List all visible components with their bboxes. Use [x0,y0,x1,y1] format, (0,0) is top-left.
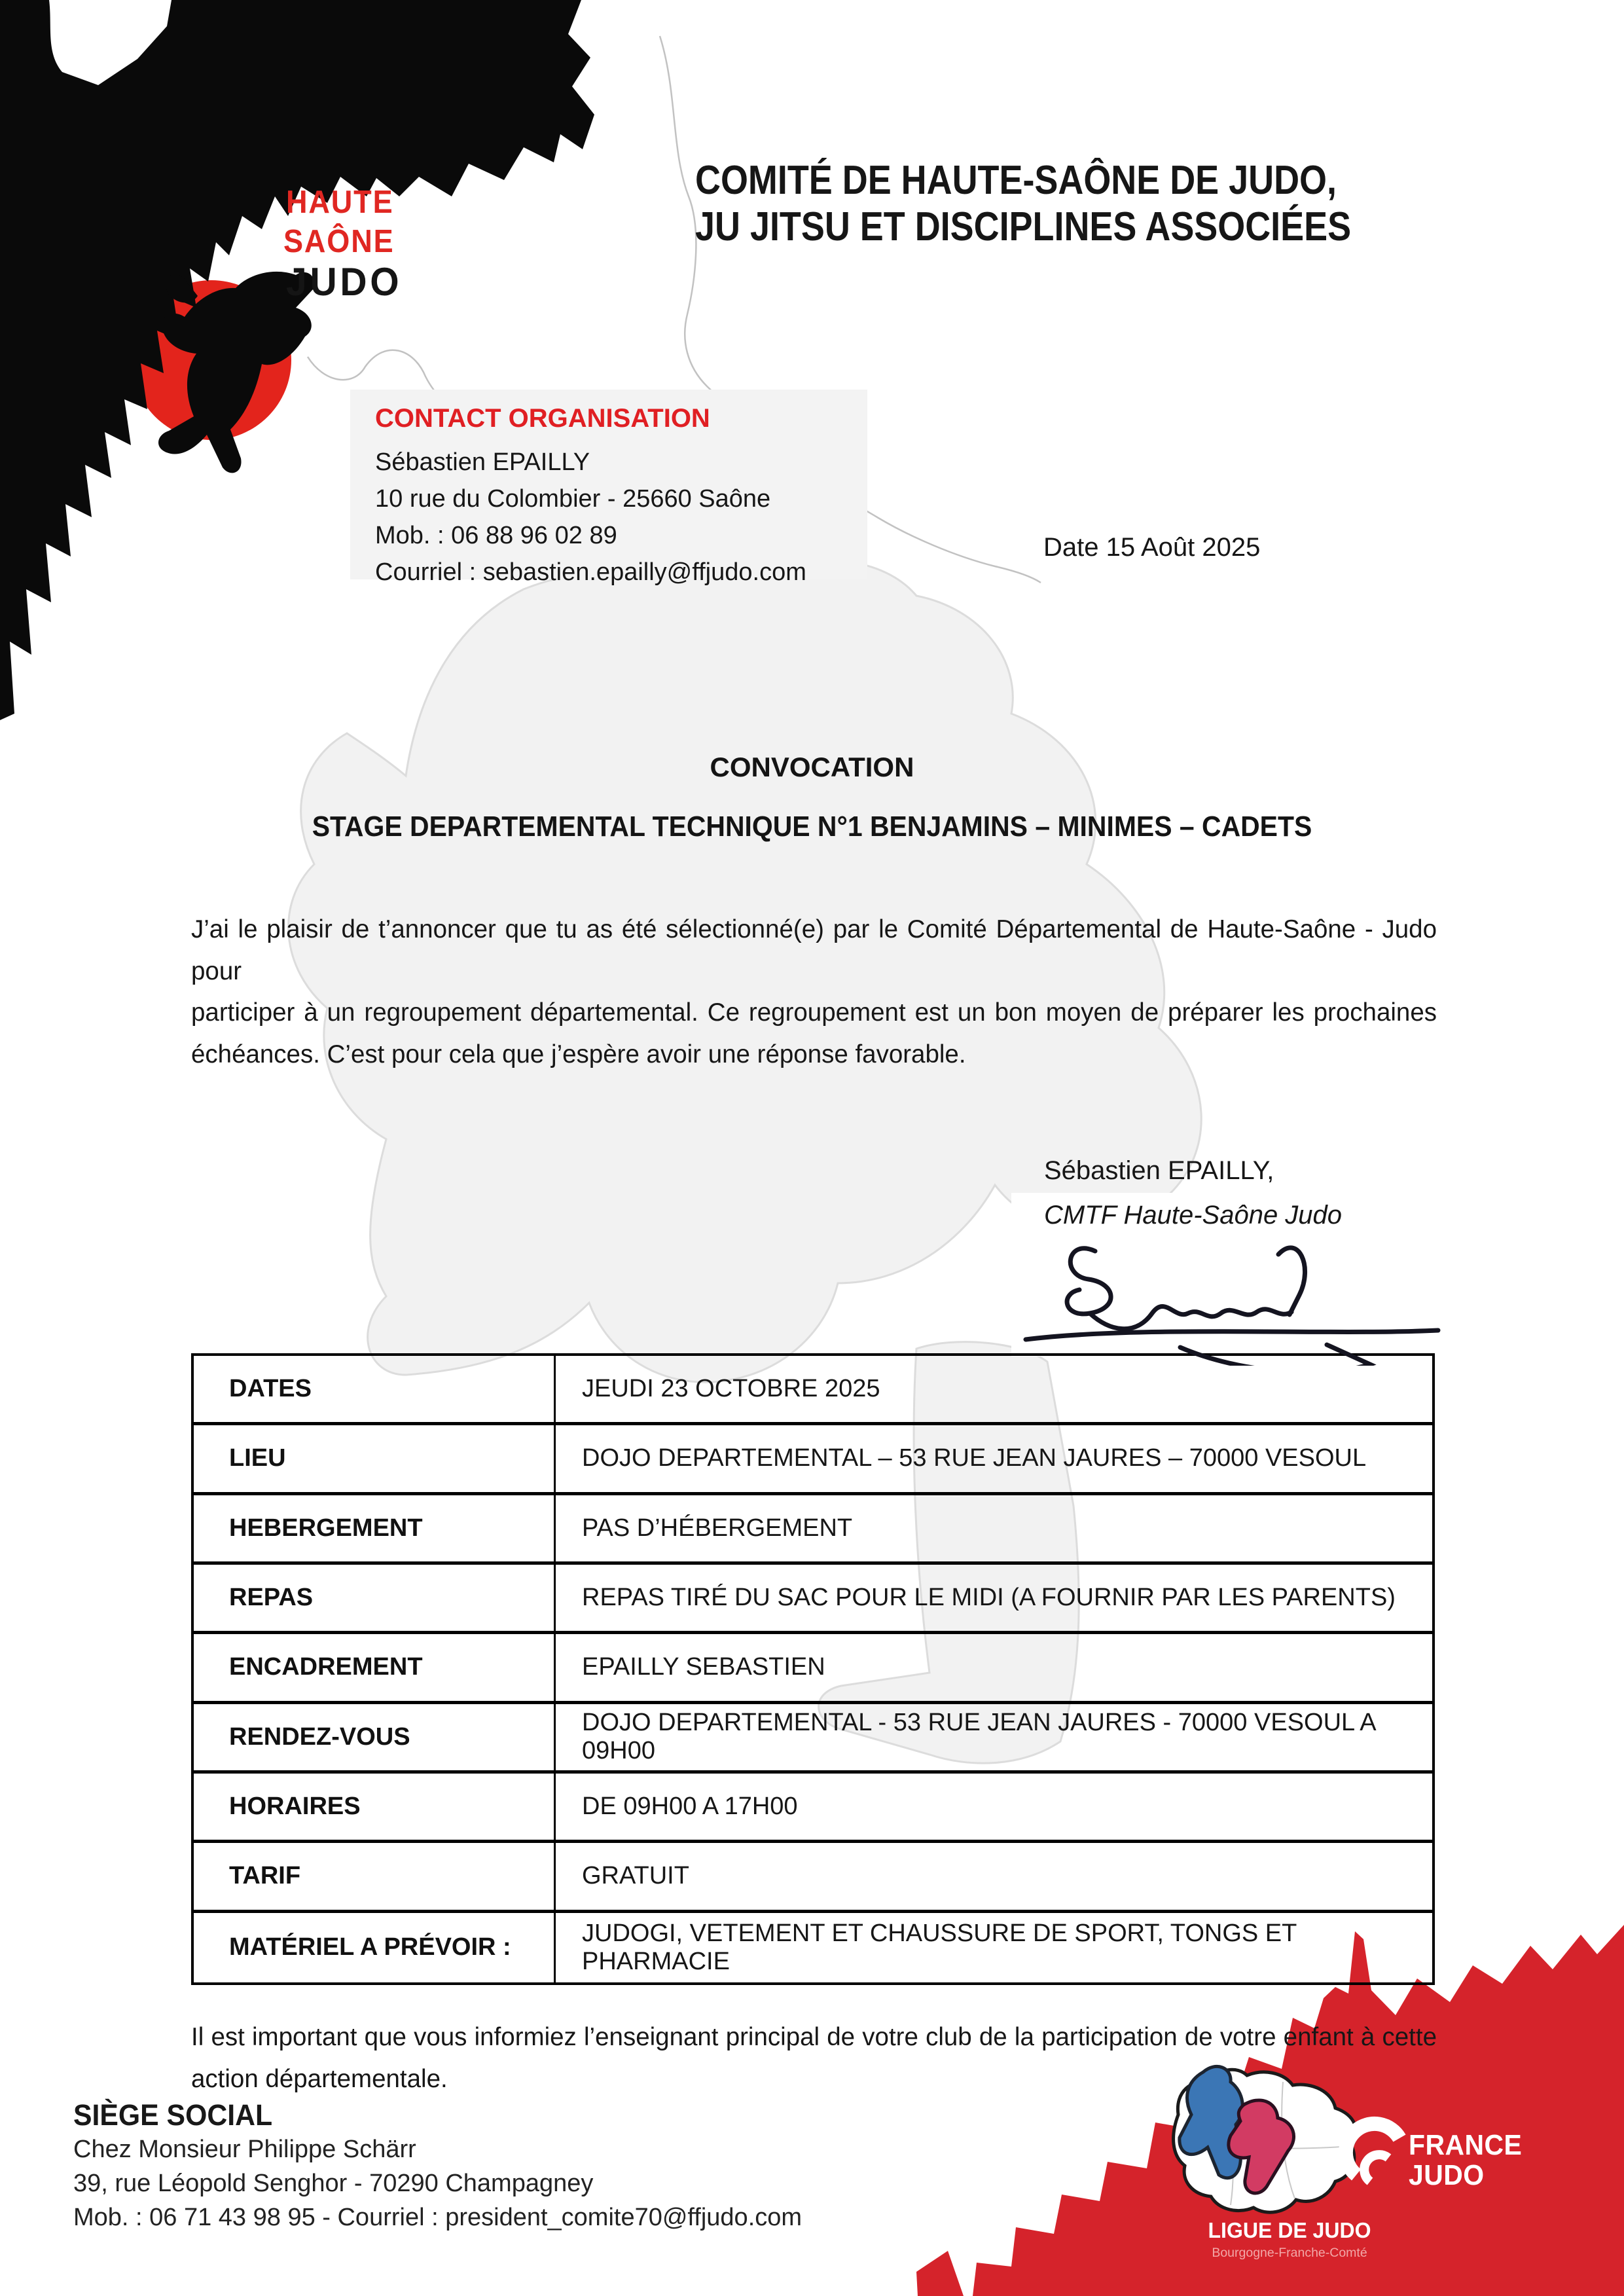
footer-line: 39, rue Léopold Senghor - 70290 Champagney [73,2170,594,2197]
handwritten-signature-icon [1011,1215,1470,1366]
body-paragraph [191,909,1437,1075]
logo-word-saone: SAÔNE [283,224,395,259]
row-label-cell: MATÉRIEL A PRÉVOIR : [194,1913,556,1982]
table-row [194,1774,1432,1843]
logo-word-haute: HAUTE [286,185,394,220]
row-label-cell: ENCADREMENT [194,1634,556,1700]
committee-title-line2: JU JITSU ET DISCIPLINES ASSOCIÉES [695,204,1352,249]
signature-name: Sébastien EPAILLY, [1044,1156,1274,1185]
contact-heading: CONTACT ORGANISATION [375,404,710,433]
row-label-cell: RENDEZ-VOUS [194,1704,556,1770]
committee-title [695,157,1351,250]
body-line: échéances. C’est pour cela que j’espère avoir une réponse favorable. [191,1040,966,1068]
table-row [194,1495,1432,1565]
note-line: action départementale. [191,2064,448,2093]
row-label-cell: HORAIRES [194,1774,556,1840]
row-label-cell: LIEU [194,1425,556,1491]
committee-title-line1: COMITÉ DE HAUTE-SAÔNE DE JUDO, [695,158,1337,203]
info-table [191,1353,1435,1985]
france-judo-wordmark-line1: FRANCE [1409,2129,1523,2161]
table-row [194,1356,1432,1425]
row-label-cell: HEBERGEMENT [194,1495,556,1561]
row-value-cell: EPAILLY SEBASTIEN [582,1653,825,1681]
stage-title: STAGE DEPARTEMENTAL TECHNIQUE N°1 BENJAMINS – MINIMES – CADETS [312,811,1312,843]
table-row [194,1634,1432,1704]
contact-panel [350,390,867,586]
france-judo-wordmark-line2: JUDO [1409,2159,1485,2191]
row-value-cell: REPAS TIRÉ DU SAC POUR LE MIDI (A FOURNIR PAR LES PARENTS) [582,1584,1396,1612]
row-value-cell: GRATUIT [582,1862,689,1890]
league-region: Bourgogne-Franche-Comté [1212,2246,1367,2260]
row-value-cell: DOJO DEPARTEMENTAL – 53 RUE JEAN JAURES – 70000 VESOUL [582,1444,1367,1472]
body-line: J’ai le plaisir de t’annoncer que tu as été sélectionné(e) par le Comité Départemental de Haute-Saône - Judo pour [191,915,1437,985]
note-line: Il est important que vous informiez l’enseignant principal de votre club de la participation de votre enfant à cette [191,2023,1437,2051]
row-label-cell: TARIF [194,1843,556,1909]
row-value-cell: JUDOGI, VETEMENT ET CHAUSSURE DE SPORT, TONGS ET PHARMACIE [582,1919,1297,1975]
row-value-cell: DOJO DEPARTEMENTAL - 53 RUE JEAN JAURES - 70000 VESOUL A 09H00 [582,1709,1375,1765]
logo-word-judo: JUDO [286,260,403,304]
footer-heading: SIÈGE SOCIAL [73,2098,273,2132]
row-value-cell: PAS D’HÉBERGEMENT [582,1514,853,1542]
table-row [194,1425,1432,1495]
contact-email: Courriel : sebastien.epailly@ffjudo.com [375,558,806,586]
table-row [194,1565,1432,1634]
row-label-cell: REPAS [194,1565,556,1631]
footer-line: Mob. : 06 71 43 98 95 - Courriel : president_comite70@ffjudo.com [73,2204,803,2231]
footer-line: Chez Monsieur Philippe Schärr [73,2136,416,2163]
closing-note [191,2016,1437,2100]
table-row [194,1704,1432,1774]
convocation-title: CONVOCATION [710,752,914,782]
letter-date: Date 15 Août 2025 [1043,533,1261,562]
row-value-cell: DE 09H00 A 17H00 [582,1793,798,1821]
table-row [194,1913,1432,1982]
contact-address: 10 rue du Colombier - 25660 Saône [375,485,771,513]
row-label-cell: DATES [194,1356,556,1422]
league-name: LIGUE DE JUDO [1208,2218,1371,2242]
body-line: participer à un regroupement départemental. Ce regroupement est un bon moyen de préparer les prochaines [191,998,1437,1027]
table-row [194,1843,1432,1912]
contact-name: Sébastien EPAILLY [375,448,590,476]
row-value-cell: JEUDI 23 OCTOBRE 2025 [582,1375,880,1403]
signature-role: CMTF Haute-Saône Judo [1044,1201,1343,1230]
contact-mobile: Mob. : 06 88 96 02 89 [375,522,617,549]
